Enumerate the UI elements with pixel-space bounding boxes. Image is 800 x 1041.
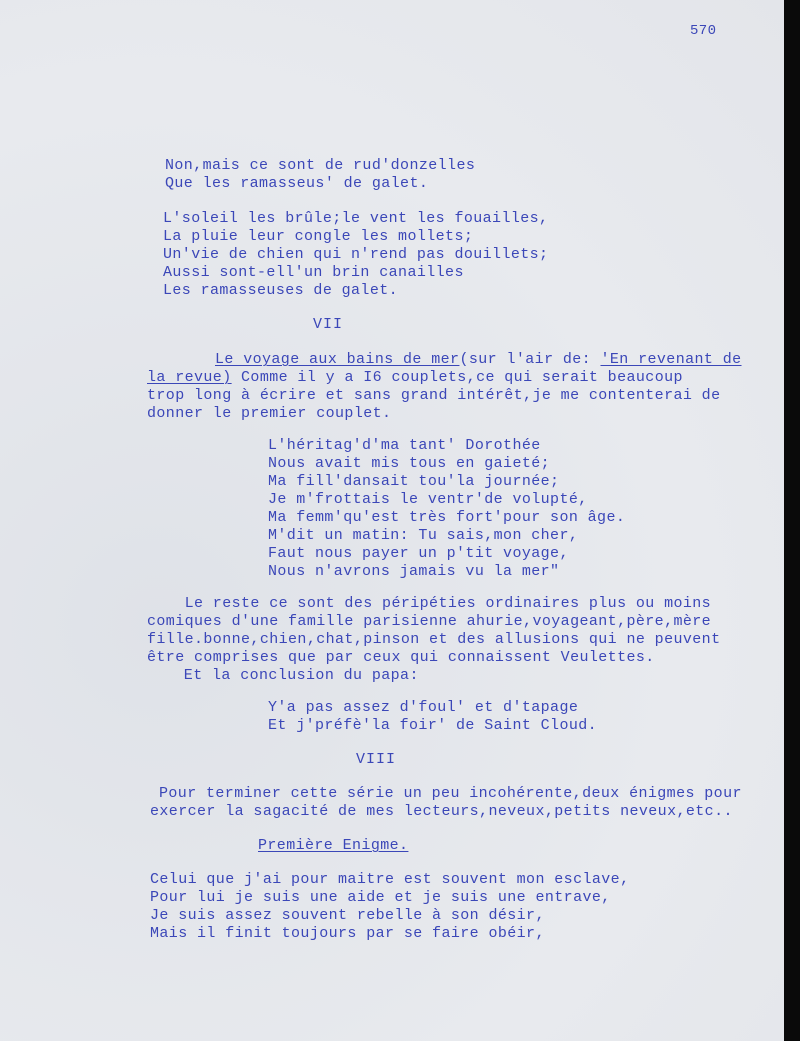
verse-line: L'héritag'd'ma tant' Dorothée: [268, 437, 541, 454]
enigma-title: Première Enigme.: [258, 837, 409, 854]
paragraph-line: [215, 351, 742, 369]
verse-line: Je m'frottais le ventr'de volupté,: [268, 491, 588, 508]
song-title: Le voyage aux bains de mer: [215, 351, 460, 368]
verse-line: Et j'préfè'la foir' de Saint Cloud.: [268, 717, 598, 734]
verse-line: Y'a pas assez d'foul' et d'tapage: [268, 699, 579, 716]
verse-line: La pluie leur congle les mollets;: [163, 228, 474, 245]
song-air: la revue): [147, 369, 232, 386]
verse-line: Nous n'avrons jamais vu la mer": [268, 563, 560, 580]
verse-line: M'dit un matin: Tu sais,mon cher,: [268, 527, 579, 544]
verse-line: Aussi sont-ell'un brin canailles: [163, 264, 464, 281]
page-number: 570: [690, 23, 717, 39]
paragraph-text: (sur l'air de:: [459, 351, 601, 368]
verse-line: Non,mais ce sont de rud'donzelles: [165, 157, 476, 174]
verse-line: Ma femm'qu'est très fort'pour son âge.: [268, 509, 626, 526]
paragraph-line: Pour terminer cette série un peu incohérente,deux énigmes pour: [159, 785, 742, 802]
scan-border: [784, 0, 800, 1041]
verse-line: Pour lui je suis une aide et je suis une entrave,: [150, 889, 611, 906]
paragraph-text: Comme il y a I6 couplets,ce qui serait beaucoup: [231, 369, 683, 386]
verse-line: Faut nous payer un p'tit voyage,: [268, 545, 569, 562]
paragraph-line: fille.bonne,chien,chat,pinson et des allusions qui ne peuvent: [147, 631, 721, 648]
paragraph-line: Le reste ce sont des péripéties ordinaires plus ou moins: [147, 595, 712, 612]
paragraph-line: [147, 369, 683, 387]
verse-line: Les ramasseuses de galet.: [163, 282, 399, 299]
verse-line: Que les ramasseus' de galet.: [165, 175, 429, 192]
paragraph-line: exercer la sagacité de mes lecteurs,neveux,petits neveux,etc..: [150, 803, 733, 820]
section-heading-vii: VII: [313, 316, 344, 333]
verse-line: Je suis assez souvent rebelle à son désir,: [150, 907, 545, 924]
section-heading-viii: VIII: [356, 751, 397, 768]
verse-line: Ma fill'dansait tou'la journée;: [268, 473, 560, 490]
song-air: 'En revenant de: [600, 351, 742, 368]
paragraph-line: donner le premier couplet.: [147, 405, 392, 422]
verse-line: L'soleil les brûle;le vent les fouailles,: [163, 210, 549, 227]
verse-line: Nous avait mis tous en gaieté;: [268, 455, 551, 472]
verse-line: Un'vie de chien qui n'rend pas douillets;: [163, 246, 549, 263]
verse-line: Mais il finit toujours par se faire obéir,: [150, 925, 545, 942]
verse-line: Celui que j'ai pour maitre est souvent mon esclave,: [150, 871, 630, 888]
paragraph-line: être comprises que par ceux qui connaissent Veulettes.: [147, 649, 655, 666]
paragraph-line: comiques d'une famille parisienne ahurie,voyageant,père,mère: [147, 613, 712, 630]
paragraph-line: trop long à écrire et sans grand intérêt,je me contenterai de: [147, 387, 721, 404]
paragraph-line: Et la conclusion du papa:: [165, 667, 419, 684]
